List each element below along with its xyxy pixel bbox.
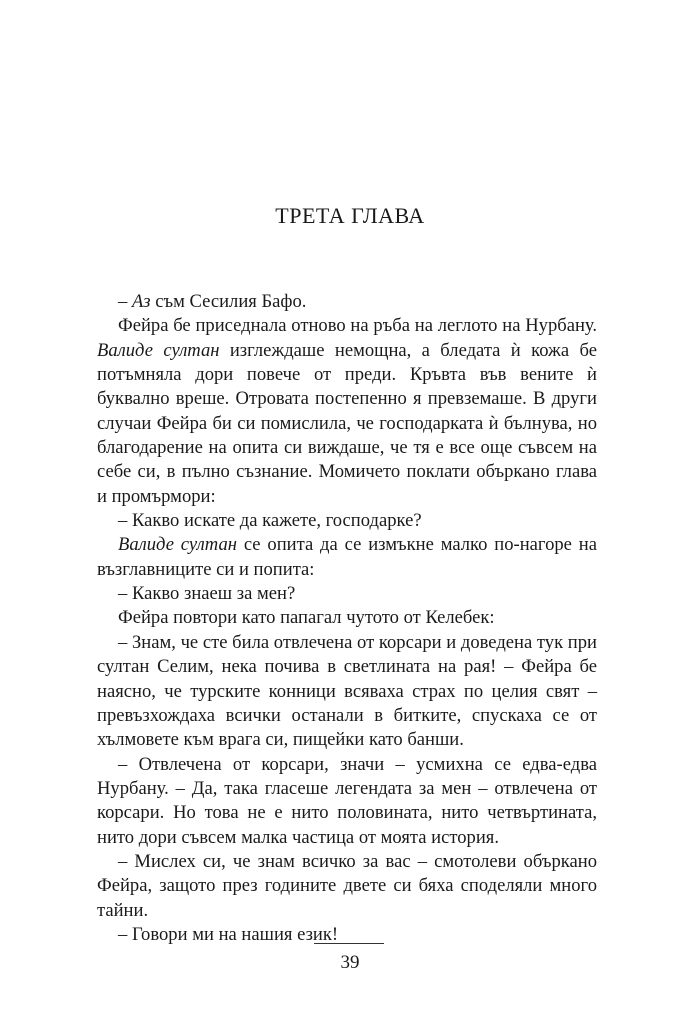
paragraph bbox=[97, 509, 597, 533]
paragraph-text: се опита да се измъкне малко по-нагоре на възглавниците си и попита: bbox=[97, 534, 597, 580]
paragraph-text: – Говори ми на нашия език! bbox=[118, 923, 339, 945]
footer-divider bbox=[314, 943, 384, 944]
paragraph-text: – Какво искате да кажете, господарке? bbox=[118, 510, 422, 532]
chapter-title: ТРЕТА ГЛАВА bbox=[275, 203, 425, 228]
paragraph bbox=[97, 533, 597, 582]
paragraph-italic: Валиде султан bbox=[97, 339, 220, 361]
paragraph bbox=[97, 850, 597, 923]
paragraph-text: – Какво знаеш за мен? bbox=[118, 583, 296, 605]
paragraph bbox=[97, 314, 597, 509]
page-number: 39 bbox=[340, 952, 360, 973]
paragraph bbox=[97, 606, 597, 630]
paragraph-text: – Знам, че сте била отвлечена от корсари и доведена тук при султан Селим, нека почива в светлината на рая! – Фейра бе наясно, че турските конници всяваха страх по целия свят – превъзхождаха всички останали в битките, спускаха се от хълмовете към врага си, пищейки като банши. bbox=[97, 631, 597, 751]
paragraph bbox=[97, 631, 597, 753]
paragraph-text: Фейра бе приседнала отново на ръба на леглото на Нурбану. bbox=[118, 315, 597, 337]
paragraph-text: – Отвлечена от корсари, значи – усмихна се едва-едва Нурбану. – Да, така гласеше легендата за мен – отвлечена от корсари. Но това не е нито половината, нито четвъртината, нито дори съвсем малка частица от моята история. bbox=[97, 753, 597, 848]
paragraph-text: съм Сесилия Бафо. bbox=[150, 291, 307, 312]
paragraph-lead: – bbox=[118, 291, 132, 312]
paragraph-text: Фейра повтори като папагал чутото от Келебек: bbox=[118, 607, 495, 629]
paragraph-text: – Мислех си, че знам всичко за вас – смотолеви объркано Фейра, защото през годините двете си бяха споделяли много тайни. bbox=[97, 850, 597, 921]
paragraph-italic: Аз bbox=[131, 291, 151, 312]
paragraph-italic: Валиде султан bbox=[118, 534, 237, 556]
paragraph bbox=[97, 582, 597, 606]
paragraph bbox=[97, 290, 597, 314]
paragraph bbox=[97, 753, 597, 850]
body-text bbox=[97, 290, 597, 947]
paragraph-text: изглеждаше немощна, а бледата ѝ кожа бе потъмняла дори повече от преди. Кръвта във вените ѝ буквално вреше. Отровата постепенно я превземаше. В други случаи Фейра би си помислила, че господарката ѝ бълнува, но благодарение на опита си виждаше, че тя е все още съвсем на себе си, в пълно съзнание. Момичето поклати объркано глава и промърмори: bbox=[97, 339, 597, 507]
